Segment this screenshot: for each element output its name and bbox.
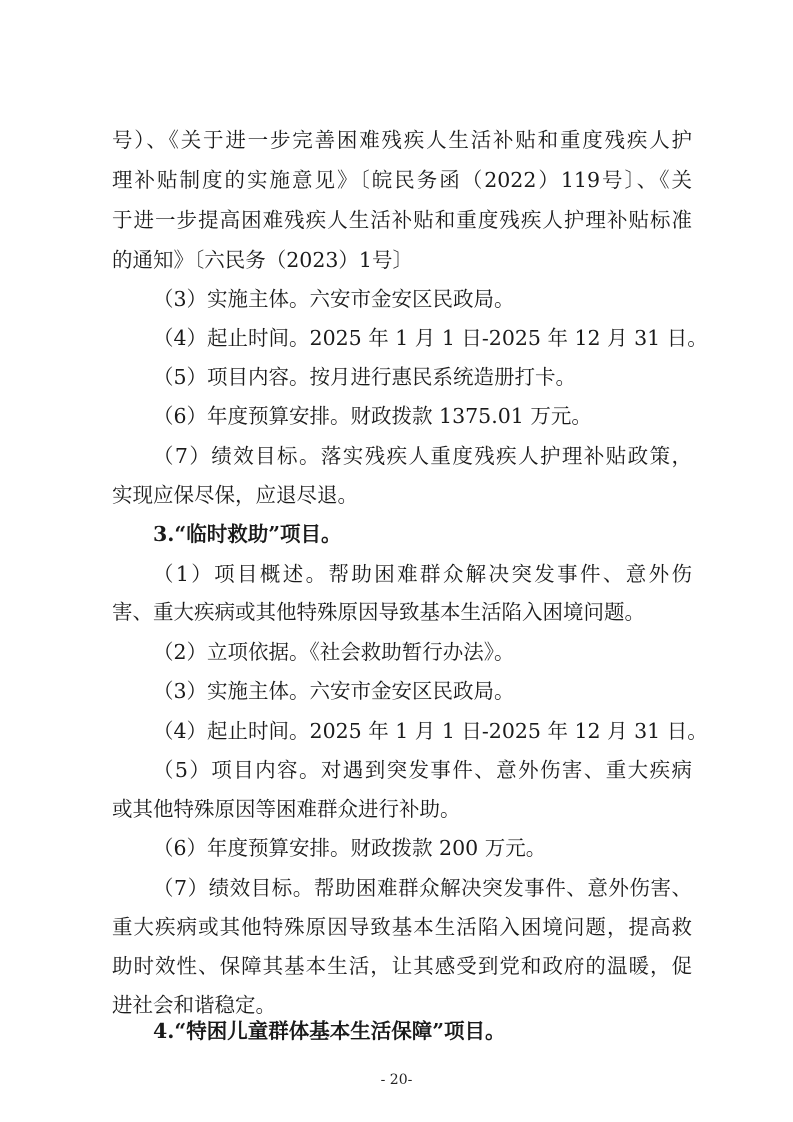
paragraph-line: （1）项目概述。帮助困难群众解决突发事件、意外伤	[153, 562, 692, 586]
paragraph-line: （6）年度预算安排。财政拨款 1375.01 万元。	[153, 404, 592, 428]
paragraph-line: （5）项目内容。对遇到突发事件、意外伤害、重大疾病	[153, 758, 692, 782]
paragraph-line: 理补贴制度的实施意见》〔皖民务函（2022）119号〕、《关	[112, 168, 692, 192]
paragraph-line: （3）实施主体。六安市金安区民政局。	[153, 287, 515, 311]
paragraph-line: 号）、《关于进一步完善困难残疾人生活补贴和重度残疾人护	[112, 128, 692, 152]
paragraph-line: （5）项目内容。按月进行惠民系统造册打卡。	[153, 365, 577, 389]
page-number: - 20-	[380, 1072, 413, 1088]
paragraph-line: （4）起止时间。2025 年 1 月 1 日-2025 年 12 月 31 日。	[153, 326, 708, 350]
paragraph-line: （6）年度预算安排。财政拨款 200 万元。	[153, 836, 547, 860]
paragraph-line: 于进一步提高困难残疾人生活补贴和重度残疾人护理补贴标准	[112, 208, 692, 232]
paragraph-line: （2）立项依据。《社会救助暂行办法》。	[153, 640, 515, 664]
section-heading: 4.“特困儿童群体基本生活保障”项目。	[153, 1019, 506, 1043]
section-heading: 3.“临时救助”项目。	[153, 522, 342, 546]
paragraph-line: 害、重大疾病或其他特殊原因导致基本生活陷入困境问题。	[112, 600, 645, 624]
paragraph-line: 进社会和谐稳定。	[112, 993, 276, 1017]
paragraph-line: （3）实施主体。六安市金安区民政局。	[153, 679, 515, 703]
paragraph-line: 或其他特殊原因等困难群众进行补助。	[112, 797, 461, 821]
paragraph-line: （7）绩效目标。帮助困难群众解决突发事件、意外伤害、	[153, 876, 692, 900]
paragraph-line: 的通知》〔六民务（2023）1号〕	[112, 248, 413, 272]
paragraph-line: 重大疾病或其他特殊原因导致基本生活陷入困境问题，提高救	[112, 915, 692, 939]
paragraph-line: （7）绩效目标。落实残疾人重度残疾人护理补贴政策，	[153, 444, 692, 468]
paragraph-line: 实现应保尽保，应退尽退。	[112, 483, 358, 507]
paragraph-line: 助时效性、保障其基本生活，让其感受到党和政府的温暖，促	[112, 954, 692, 978]
paragraph-line: （4）起止时间。2025 年 1 月 1 日-2025 年 12 月 31 日。	[153, 719, 708, 743]
